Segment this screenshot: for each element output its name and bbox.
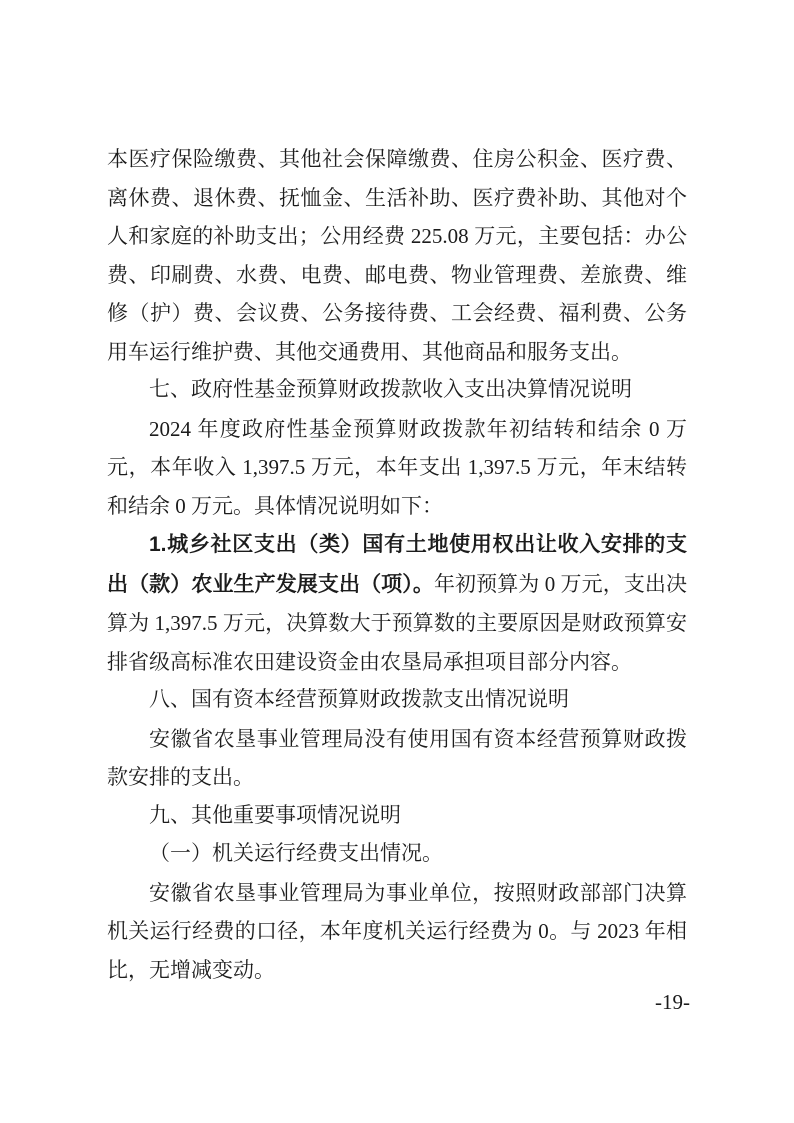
section-7-item-1-rest: 年初预算为 0 万元，支出决算为 1,397.5 万元，决算数大于预算数的主要原因是财政预算安排省级高标准农田建设资金由农垦局承担项目部分内容。 [107,571,688,674]
section-7-heading: 七、政府性基金预算财政拨款收入支出决算情况说明 [149,378,632,401]
section-7-paragraph: 2024 年度政府性基金预算财政拨款年初结转和结余 0 万元，本年收入 1,397.5 万元，本年支出 1,397.5 万元，年末结转和结余 0 万元。具体情况说明如下： [107,416,687,518]
section-7-item-1-lead: 1.城乡社区支出（类）国有土地使用权出让收入安排的支出（款）农业生产发展支出（项）。 [107,533,687,596]
section-8-heading: 八、国有资本经营预算财政拨款支出情况说明 [149,688,569,711]
paragraph-continuation: 本医疗保险缴费、其他社会保障缴费、住房公积金、医疗费、离休费、退休费、抚恤金、生活补助、医疗费补助、其他对个人和家庭的补助支出；公用经费 225.08 万元，主要包括：办公费、印刷费、水费、电费、邮电费、物业管理费、差旅费、维修（护）费、会议费、公务接待费、工会经费、福利费、公务用车运行维护费、其他交通费用、其他商品和服务支出。 [107,147,687,364]
section-7-item-1 [107,525,687,681]
section-9-paragraph: 安徽省农垦事业管理局为事业单位，按照财政部部门决算机关运行经费的口径，本年度机关运行经费为 0。与 2023 年相比，无增减变动。 [107,880,687,982]
section-9-heading: 九、其他重要事项情况说明 [149,803,401,827]
section-8-paragraph: 安徽省农垦事业管理局没有使用国有资本经营预算财政拨款安排的支出。 [107,726,687,789]
page-content [107,140,687,989]
section-9-sub-1-heading: （一）机关运行经费支出情况。 [149,842,443,865]
page-number: -19- [655,990,690,1014]
